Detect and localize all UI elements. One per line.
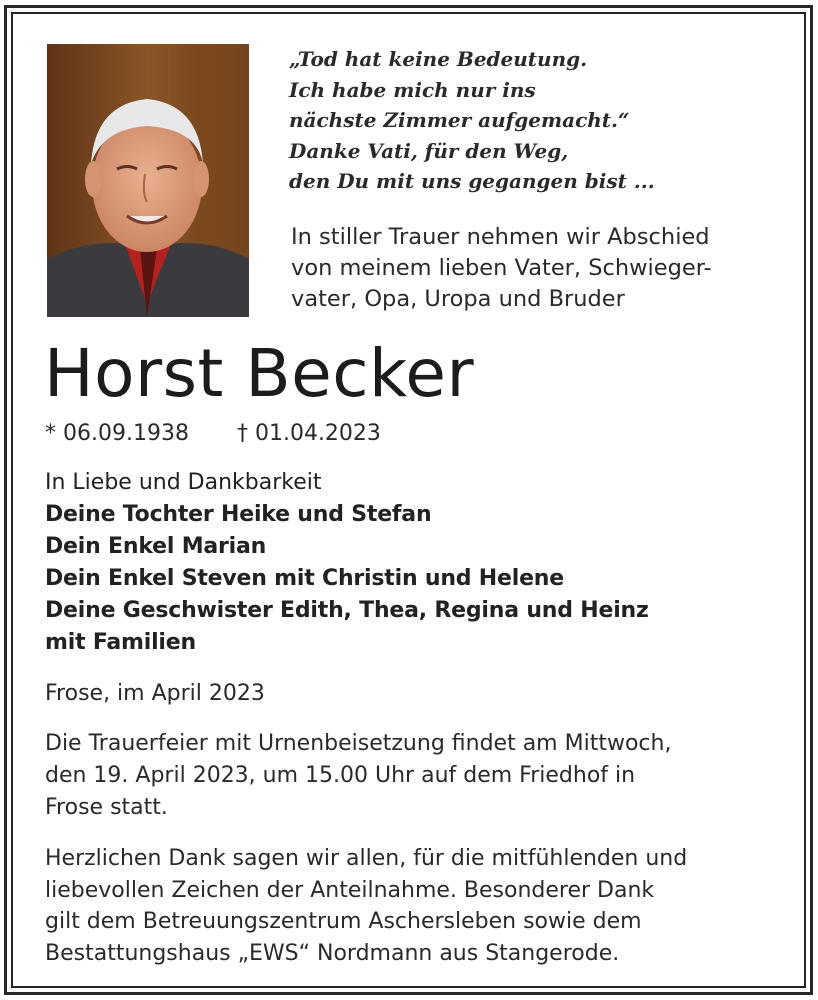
quote-line: nächste Zimmer aufgemacht.“ xyxy=(289,108,630,132)
thanks-line: Bestattungshaus „EWS“ Nordmann aus Stangerode. xyxy=(45,940,620,966)
ceremony-line: Frose statt. xyxy=(45,795,168,820)
ceremony-info xyxy=(45,728,785,824)
thanks-line: Herzlichen Dank sagen wir allen, für die mitfühlenden und xyxy=(45,846,688,871)
quote-line: Ich habe mich nur ins xyxy=(289,77,536,102)
ceremony-line: Die Trauerfeier mit Urnenbeisetzung findet am Mittwoch, xyxy=(45,731,672,756)
quote-line: Danke Vati, für den Weg, xyxy=(289,138,569,163)
mourner-entry: Deine Tochter Heike und Stefan xyxy=(45,502,432,527)
death-date: † 01.04.2023 xyxy=(236,421,381,446)
intro-line: von meinem lieben Vater, Schwieger- xyxy=(291,255,712,281)
mourners-list xyxy=(45,467,765,659)
thanks-note xyxy=(45,843,790,969)
mourner-entry: mit Familien xyxy=(45,630,196,655)
portrait-photo xyxy=(47,44,249,317)
quote-line: „Tod hat keine Bedeutung. xyxy=(289,47,588,71)
mourner-entry: Dein Enkel Steven mit Christin und Helene xyxy=(45,566,564,591)
thanks-line: gilt dem Betreuungszentrum Aschersleben sowie dem xyxy=(45,909,642,934)
intro-line: In stiller Trauer nehmen wir Abschied xyxy=(291,224,710,250)
memorial-quote xyxy=(289,44,709,197)
thanks-line: liebevollen Zeichen der Anteilnahme. Besonderer Dank xyxy=(45,877,655,903)
farewell-intro xyxy=(291,222,791,315)
quote-line: den Du mit uns gegangen bist ... xyxy=(289,169,655,193)
ceremony-line: den 19. April 2023, um 15.00 Uhr auf dem Friedhof in xyxy=(45,763,636,788)
life-dates xyxy=(45,418,381,450)
intro-line: vater, Opa, Uropa und Bruder xyxy=(291,286,625,312)
birth-date: * 06.09.1938 xyxy=(45,421,189,446)
place-date: Frose, im April 2023 xyxy=(45,681,265,706)
mourners-lead: In Liebe und Dankbarkeit xyxy=(45,470,322,495)
mourner-entry: Deine Geschwister Edith, Thea, Regina und Heinz xyxy=(45,598,649,623)
mourner-entry: Dein Enkel Marian xyxy=(45,534,267,559)
portrait-illustration xyxy=(47,44,249,317)
deceased-name: Horst Becker xyxy=(44,335,475,412)
